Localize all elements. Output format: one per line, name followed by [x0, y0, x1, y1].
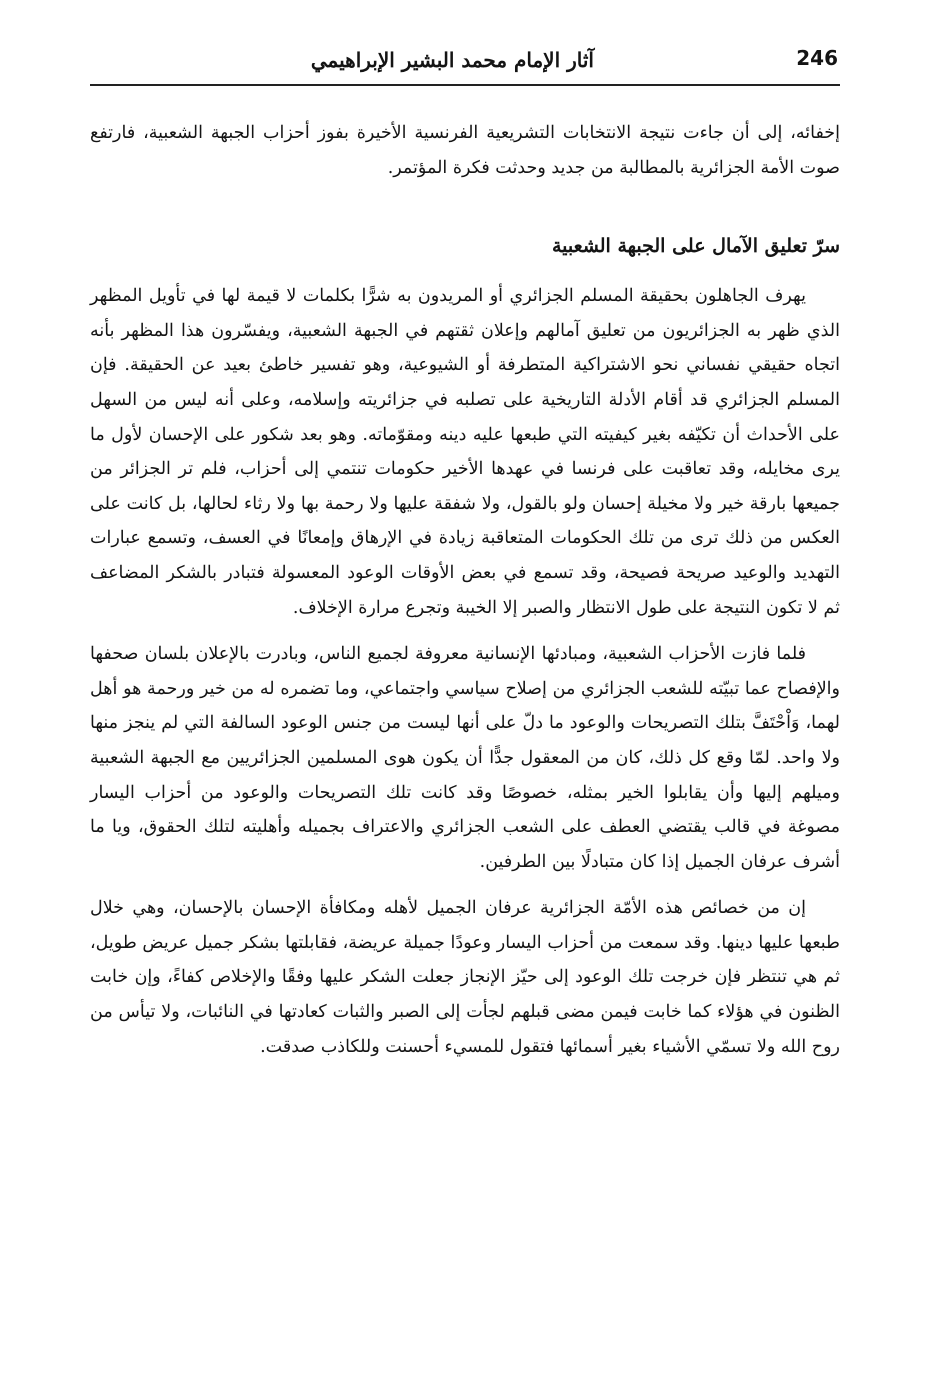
page-body [90, 116, 840, 1064]
page-number: 246 [796, 46, 838, 70]
running-header [90, 42, 840, 82]
paragraph-2: فلما فازت الأحزاب الشعبية، ومبادئها الإنسانية معروفة لجميع الناس، وبادرت بالإعلان بلسان صحفها والإفصاح عما تبيّته للشعب الجزائري من إصلاح سياسي واجتماعي، وما تضمره له من خير ورحمة هو أهل لهما، وَاْحْتَفَّ بتلك التصريحات والوعود ما دلّ على أنها ليست من جنس الوعود السالفة التي لم ينجز منها ولا واحد. لمّا وقع كل ذلك، كان من المعقول جدًّا أن يكون هوى المسلمين الجزائريين مع الجبهة الشعبية وميلهم إليها وأن يقابلوا الخير بمثله، خصوصًا وقد كانت تلك التصريحات والوعود من أحزاب اليسار مصوغة في قالب يقتضي العطف على الشعب الجزائري والاعتراف بجميله وأهليته لتلك الحقوق، ويا ما أشرف عرفان الجميل إذا كان متبادلًا بين الطرفين. [90, 644, 840, 872]
header-divider [90, 84, 840, 86]
section-heading: سرّ تعليق الآمال على الجبهة الشعبية [552, 235, 840, 258]
paragraph-3: إن من خصائص هذه الأمّة الجزائرية عرفان الجميل لأهله ومكافأة الإحسان بالإحسان، وهي خلال طبعها عليها دينها. وقد سمعت من أحزاب اليسار وعودًا جميلة عريضة، فقابلتها بشكر جميل عريض طويل، ثم هي تنتظر فإن خرجت تلك الوعود إلى حيّز الإنجاز جعلت الشكر عليها وفقًا والإخلاص كفاءً، وإن خابت الظنون في هؤلاء كما خابت فيمن مضى قبلهم لجأت إلى الصبر والثبات كعادتها في النائبات، ولا تيأس من روح الله ولا تسمّي الأشياء بغير أسمائها فتقول للمسيء أحسنت وللكاذب صدقت. [90, 898, 840, 1057]
paragraph-1: يهرف الجاهلون بحقيقة المسلم الجزائري أو المريدون به شرًّا بكلمات لا قيمة لها في تأويل المظهر الذي ظهر به الجزائريون من تعليق آمالهم وإعلان ثقتهم في الجبهة الشعبية، ويفسّرون هذا المظهر بأنه اتجاه حقيقي نفساني نحو الاشتراكية المتطرفة أو الشيوعية، وهو تفسير خاطئ بعيد عن الحقيقة. فإن المسلم الجزائري قد أقام الأدلة التاريخية على تصلبه في جزائريته وإسلامه، وعلى أنه ليس من السهل على الأحداث أن تكيّفه بغير كيفيته التي طبعها عليه دينه ومقوّماته. وهو بعد شكور على الإحسان لأول ما يرى مخايله، وقد تعاقبت على فرنسا في عهدها الأخير حكومات تنتمي إلى أحزاب، فلم تر الجزائر من جميعها بارقة خير ولا مخيلة إحسان ولو بالقول، ولا شفقة عليها ولا رحمة بها ولا رثاء لحالها، بل كانت على العكس من ذلك ترى من تلك الحكومات المتعاقبة زيادة في الإرهاق وإمعانًا في العسف، وتسمع عبارات التهديد والوعيد صريحة فصيحة، وقد تسمع في بعض الأوقات الوعود المعسولة فتبادر بالشكر المضاعف ثم لا تكون النتيجة على طول الانتظار والصبر إلا الخيبة وتجرع مرارة الإخلاف. [90, 286, 840, 618]
intro-paragraph: إخفائه، إلى أن جاءت نتيجة الانتخابات التشريعية الفرنسية الأخيرة بفوز أحزاب الجبهة الشعبية، فارتفع صوت الأمة الجزائرية بالمطالبة من جديد وحدثت فكرة المؤتمر. [90, 123, 840, 178]
book-title: آثار الإمام محمد البشير الإبراهيمي [310, 48, 594, 72]
